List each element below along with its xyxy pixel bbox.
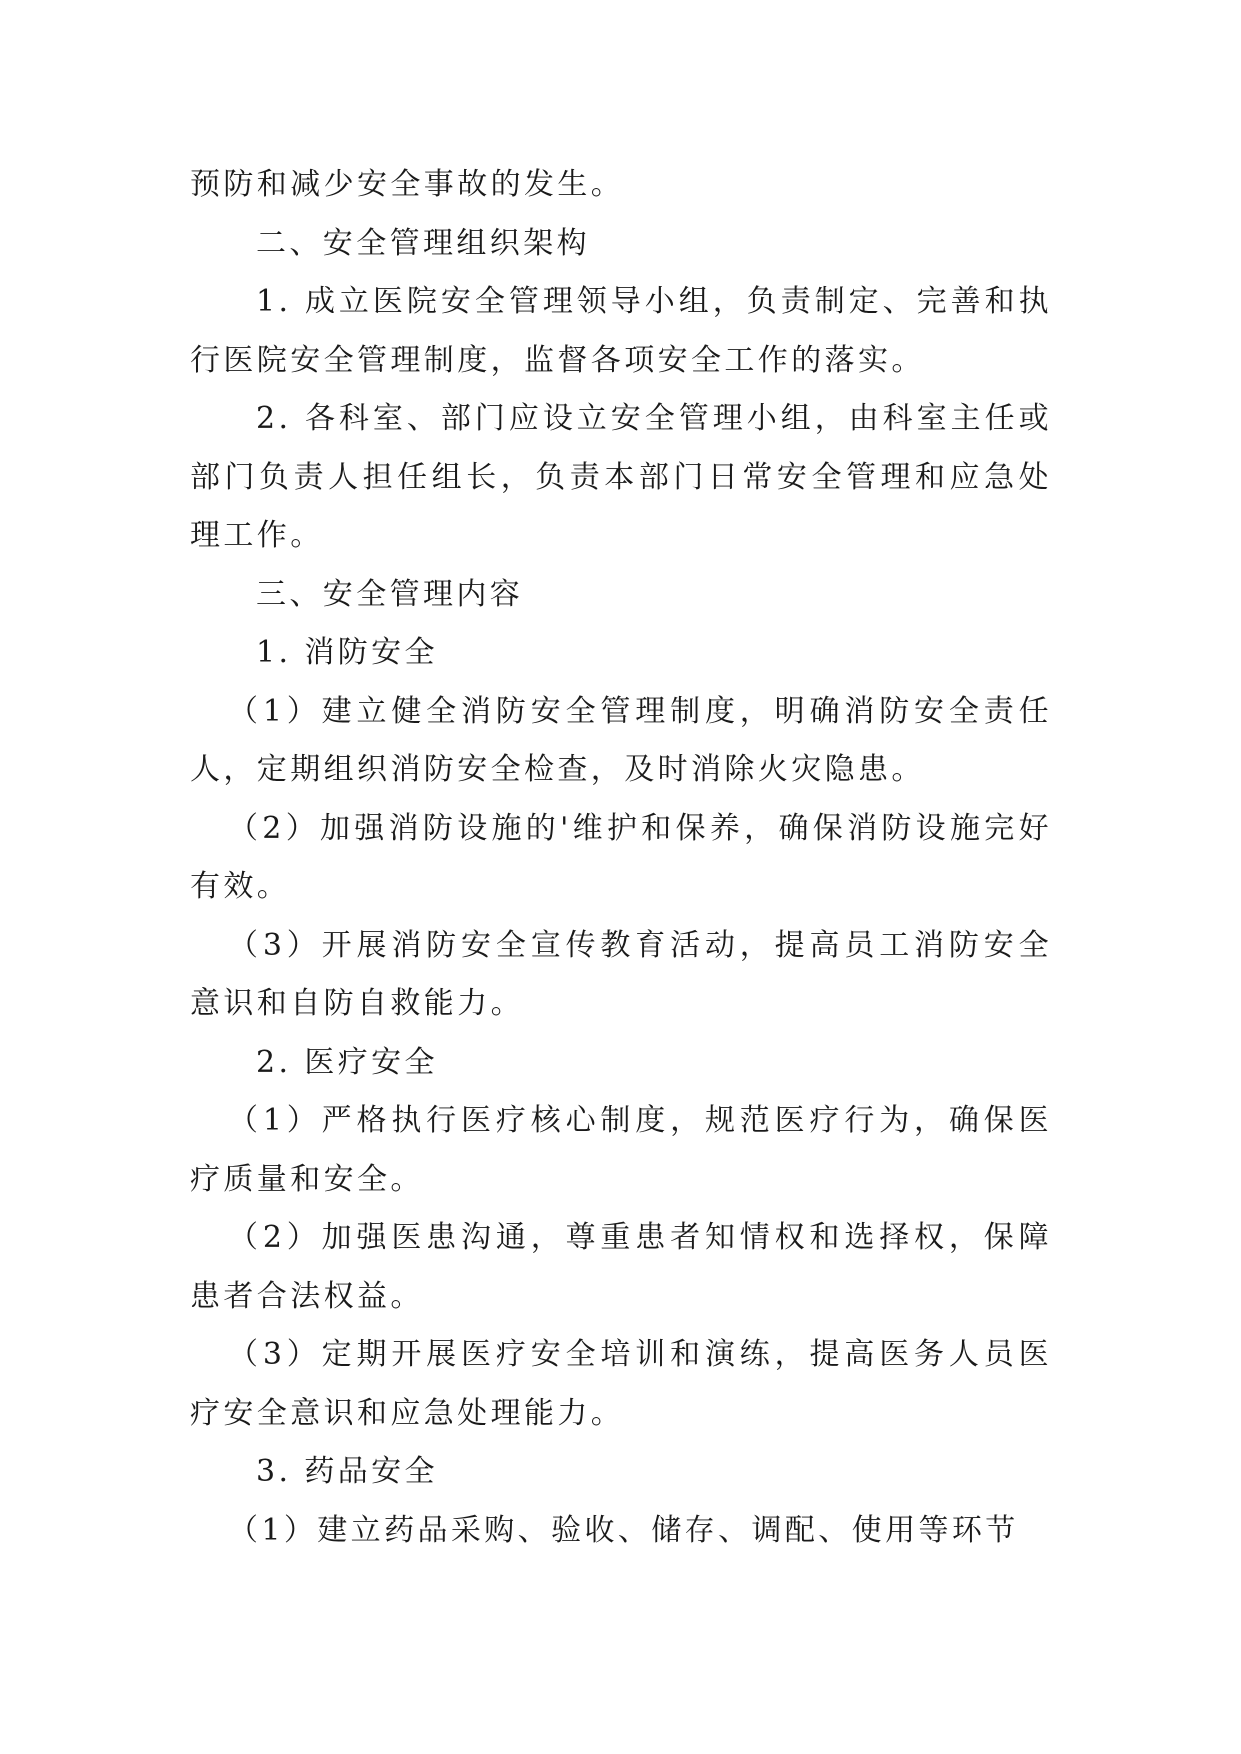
paragraph-department-groups: 2. 各科室、部门应设立安全管理小组，由科室主任或部门负责人担任组长，负责本部门日常安全管理和应急处理工作。 <box>190 401 1052 553</box>
paragraph-leadership-group: 1. 成立医院安全管理领导小组，负责制定、完善和执行医院安全管理制度，监督各项安全工作的落实。 <box>190 284 1052 378</box>
subheading-fire-safety: 1. 消防安全 <box>256 635 438 670</box>
drug-safety-item-1: （1）建立药品采购、验收、储存、调配、使用等环节 <box>228 1512 1019 1548</box>
section-heading-content: 三、安全管理内容 <box>256 576 524 612</box>
medical-safety-item-2: （2）加强医患沟通，尊重患者知情权和选择权，保障患者合法权益。 <box>190 1220 1052 1314</box>
medical-safety-item-3: （3）定期开展医疗安全培训和演练，提高医务人员医疗安全意识和应急处理能力。 <box>190 1337 1052 1431</box>
document-body <box>190 156 1052 1560</box>
section-heading-organization: 二、安全管理组织架构 <box>256 225 590 261</box>
fire-safety-item-3: （3）开展消防安全宣传教育活动，提高员工消防安全意识和自防自救能力。 <box>190 927 1052 1021</box>
paragraph-continuation: 预防和减少安全事故的发生。 <box>190 167 625 202</box>
subheading-medical-safety: 2. 医疗安全 <box>256 1044 438 1080</box>
fire-safety-item-2: （2）加强消防设施的'维护和保养，确保消防设施完好有效。 <box>190 810 1052 904</box>
fire-safety-item-1: （1）建立健全消防安全管理制度，明确消防安全责任人，定期组织消防安全检查，及时消除火灾隐患。 <box>190 693 1052 787</box>
medical-safety-item-1: （1）严格执行医疗核心制度，规范医疗行为，确保医疗质量和安全。 <box>190 1103 1052 1197</box>
subheading-drug-safety: 3. 药品安全 <box>256 1454 438 1489</box>
